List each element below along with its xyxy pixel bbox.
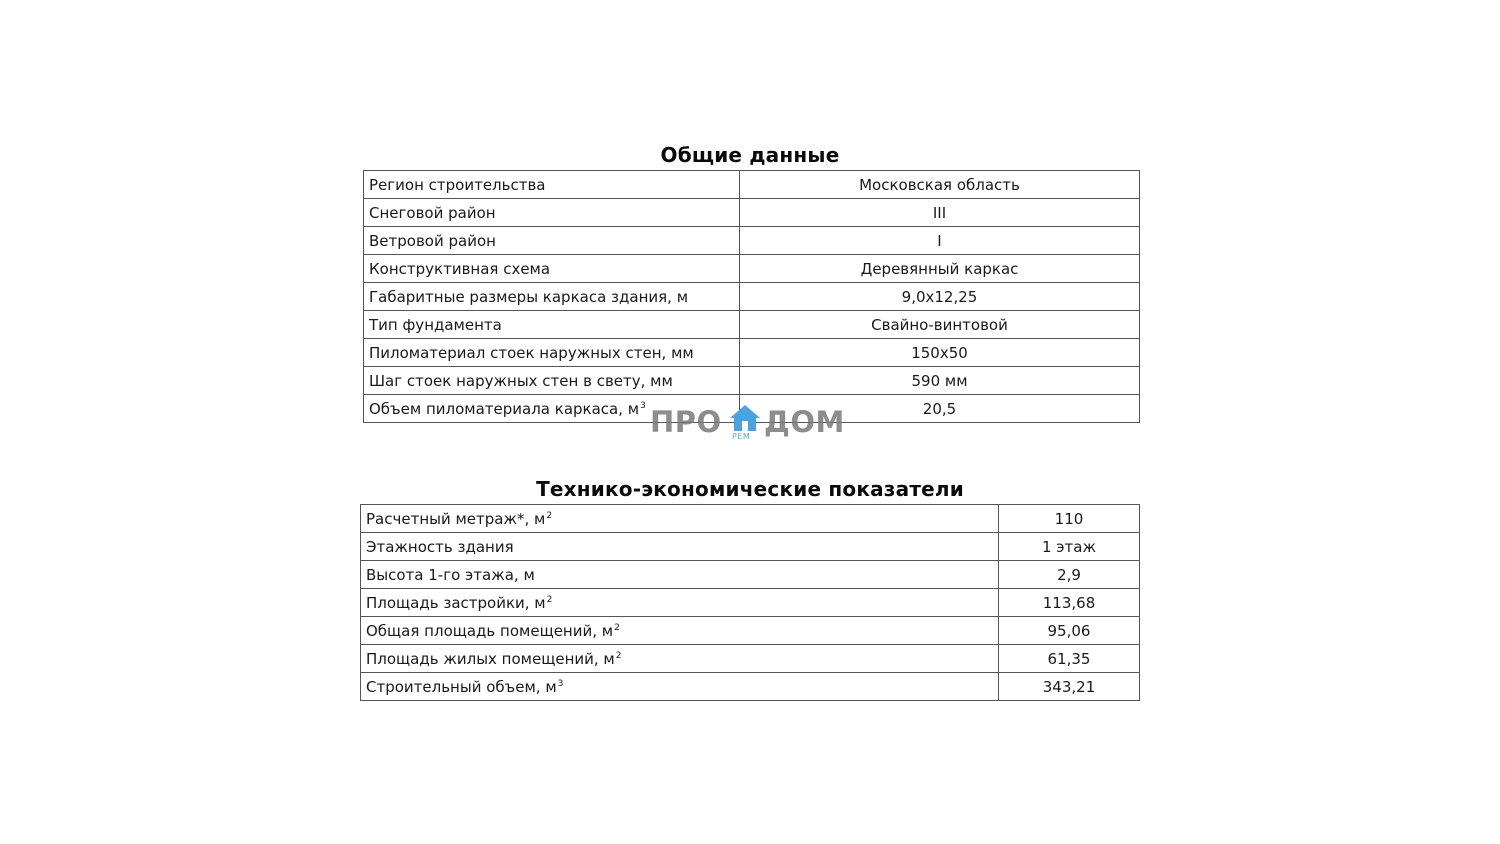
table-row xyxy=(361,617,1140,645)
watermark-word-right: ДОМ xyxy=(764,405,845,439)
table-row xyxy=(364,339,1140,367)
table-row xyxy=(364,395,1140,423)
table-row xyxy=(364,283,1140,311)
row-label: Габаритные размеры каркаса здания, м xyxy=(364,283,740,311)
watermark-subtext: РЕМ xyxy=(732,432,751,441)
unit-exponent: 2 xyxy=(546,594,553,605)
table-row xyxy=(361,533,1140,561)
table-row xyxy=(361,589,1140,617)
tech-indicators-table xyxy=(360,504,1140,701)
table-row xyxy=(361,561,1140,589)
row-value: 113,68 xyxy=(999,589,1140,617)
row-value: 61,35 xyxy=(999,645,1140,673)
unit-exponent: 2 xyxy=(615,650,622,661)
table-row xyxy=(364,199,1140,227)
table-row xyxy=(364,227,1140,255)
unit-exponent: 3 xyxy=(557,678,564,689)
row-label: Конструктивная схема xyxy=(364,255,740,283)
unit-exponent: 3 xyxy=(640,400,646,411)
table-row xyxy=(364,171,1140,199)
row-value: 9,0x12,25 xyxy=(740,283,1140,311)
row-value: III xyxy=(740,199,1140,227)
row-label: Общая площадь помещений, $м^2$ xyxy=(361,617,999,645)
row-label: Ветровой район xyxy=(364,227,740,255)
watermark-word-left: ПРО xyxy=(650,405,722,439)
table-row xyxy=(364,311,1140,339)
row-value: 110 xyxy=(999,505,1140,533)
row-value: 2,9 xyxy=(999,561,1140,589)
row-label: Строительный объем, $м^3$ xyxy=(361,673,999,701)
general-data-table xyxy=(363,170,1140,423)
row-label: Этажность здания xyxy=(361,533,999,561)
row-value: 1 этаж xyxy=(999,533,1140,561)
row-value: 590 мм xyxy=(740,367,1140,395)
row-label: Пиломатериал стоек наружных стен, мм xyxy=(364,339,740,367)
row-value: 95,06 xyxy=(999,617,1140,645)
tech-indicators-title: Технико-экономические показатели xyxy=(536,477,964,501)
table-row xyxy=(361,645,1140,673)
table-row xyxy=(361,673,1140,701)
row-label: Тип фундамента xyxy=(364,311,740,339)
row-label: Шаг стоек наружных стен в свету, мм xyxy=(364,367,740,395)
row-value: 150x50 xyxy=(740,339,1140,367)
row-label: Расчетный метраж*, $м^2$ xyxy=(361,505,999,533)
row-value: I xyxy=(740,227,1140,255)
table-row xyxy=(361,505,1140,533)
row-label: Площадь застройки, $м^2$ xyxy=(361,589,999,617)
unit-exponent: 2 xyxy=(614,622,620,633)
row-label: Площадь жилых помещений, $м^2$ xyxy=(361,645,999,673)
row-value: 20,5 xyxy=(740,395,1140,423)
table-row xyxy=(364,367,1140,395)
general-data-title: Общие данные xyxy=(660,143,840,167)
row-label: Регион строительства xyxy=(364,171,740,199)
row-value: 343,21 xyxy=(999,673,1140,701)
row-label: Высота 1-го этажа, м xyxy=(361,561,999,589)
unit-exponent: 2 xyxy=(546,510,553,521)
row-value: Свайно-винтовой xyxy=(740,311,1140,339)
row-label: Объем пиломатериала каркаса, $м^3$ xyxy=(364,395,740,423)
table-row xyxy=(364,255,1140,283)
row-value: Московская область xyxy=(740,171,1140,199)
row-value: Деревянный каркас xyxy=(740,255,1140,283)
row-label: Снеговой район xyxy=(364,199,740,227)
